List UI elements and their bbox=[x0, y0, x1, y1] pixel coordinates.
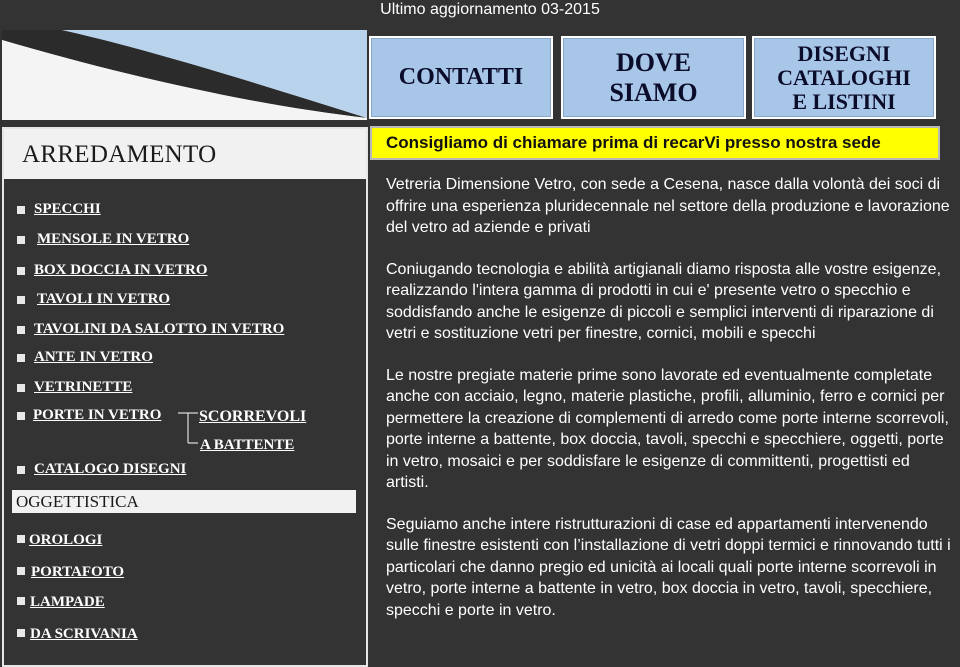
sidebar-item-mensole[interactable]: MENSOLE IN VETRO bbox=[37, 231, 190, 247]
bullet-icon bbox=[17, 384, 25, 392]
contatti-button[interactable] bbox=[369, 36, 553, 119]
sidebar-item-lampade[interactable]: LAMPADE bbox=[30, 594, 105, 610]
sidebar-item-ante[interactable]: ANTE IN VETRO bbox=[34, 349, 153, 365]
bullet-icon bbox=[17, 412, 25, 420]
bullet-icon bbox=[17, 567, 25, 575]
logo-banner bbox=[2, 30, 367, 120]
last-update-text: Ultimo aggiornamento 03-2015 bbox=[380, 1, 600, 18]
sidebar-item-catalogo-disegni[interactable]: CATALOGO DISEGNI bbox=[34, 461, 187, 477]
disegni-cataloghi-listini-button[interactable] bbox=[752, 36, 936, 119]
oggettistica-title: OGGETTISTICA bbox=[16, 492, 139, 511]
sidebar-subitem-a-battente[interactable]: A BATTENTE bbox=[200, 437, 295, 453]
sidebar-item-porte[interactable]: PORTE IN VETRO bbox=[33, 407, 162, 423]
bullet-icon bbox=[17, 267, 25, 275]
sidebar-item-orologi[interactable]: OROLOGI bbox=[29, 532, 103, 548]
bullet-icon bbox=[17, 629, 25, 637]
bullet-icon bbox=[17, 597, 25, 605]
sidebar-item-tavolini[interactable]: TAVOLINI DA SALOTTO IN VETRO bbox=[34, 321, 285, 337]
bullet-icon bbox=[17, 326, 25, 334]
disegni-label-line3: E LISTINI bbox=[792, 88, 896, 114]
sidebar-title: ARREDAMENTO bbox=[22, 141, 217, 168]
sidebar-subitem-scorrevoli[interactable]: SCORREVOLI bbox=[199, 408, 307, 425]
disegni-label-line2: CATALOGHI bbox=[777, 64, 911, 90]
sidebar-item-portafoto[interactable]: PORTAFOTO bbox=[31, 564, 125, 580]
sidebar-header bbox=[4, 129, 366, 179]
sidebar-item-box-doccia[interactable]: BOX DOCCIA IN VETRO bbox=[34, 262, 208, 278]
sidebar-item-vetrinette[interactable]: VETRINETTE bbox=[34, 379, 133, 395]
content-paragraph: Le nostre pregiate materie prime sono lavorate ed eventualmente completate anche con acciaio, legno, materie plastiche, profili, alluminio, ferro e cornici per permettere la creazione di complementi di arredo come porte interne scorrevoli, porte interne a battente, box doccia, tavoli, specchi e specchiere, oggetti, porte in vetro, mosaici e per soddisfare le esigenze di committenti, progettisti ed artisti. bbox=[386, 366, 949, 491]
disegni-label-line1: DISEGNI bbox=[797, 40, 891, 66]
bullet-icon bbox=[17, 535, 25, 543]
bullet-icon bbox=[17, 354, 25, 362]
bullet-icon bbox=[17, 206, 25, 214]
bullet-icon bbox=[17, 296, 25, 304]
bullet-icon bbox=[17, 466, 25, 474]
oggettistica-header bbox=[12, 490, 356, 513]
sidebar-item-tavoli[interactable]: TAVOLI IN VETRO bbox=[37, 291, 171, 307]
main-content bbox=[386, 174, 956, 641]
bullet-icon bbox=[17, 236, 25, 244]
submenu-connector-icon bbox=[176, 409, 200, 449]
sidebar-item-da-scrivania[interactable]: DA SCRIVANIA bbox=[30, 626, 138, 642]
dove-label-line2: SIAMO bbox=[609, 77, 698, 107]
content-paragraph: Seguiamo anche intere ristrutturazioni di case ed appartamenti intervenendo sulle finestre esistenti con l’installazione di vetri doppi termici e rinnovando tutti i particolari che danno pregio ed unicità ai locali quali porte interne scorrevoli in vetro, porte interne a battente in vetro, box doccia in vetro, tavoli, specchiere, specchi e porte in vetro. bbox=[386, 515, 951, 619]
contatti-label: CONTATTI bbox=[398, 64, 524, 90]
dove-label-line1: DOVE bbox=[615, 47, 692, 77]
content-paragraph: Coniugando tecnologia e abilità artigianali diamo risposta alle vostre esigenze, realizzando l'intera gamma di prodotti in cui e' presente vetro o specchio e soddisfando anche le esigenze di piccoli e semplici interventi di riparazione di vetri e sostituzione vetri per finestre, cornici, mobili e specchi bbox=[386, 260, 942, 342]
dove-siamo-button[interactable] bbox=[561, 36, 746, 119]
content-paragraph: Vetreria Dimensione Vetro, con sede a Cesena, nasce dalla volontà dei soci di offrire una esperienza pluridecennale nel settore della produzione e lavorazione del vetro ad aziende e privati bbox=[386, 176, 950, 236]
notice-banner: Consigliamo di chiamare prima di recarVi presso nostra sede bbox=[370, 126, 940, 160]
sidebar-item-specchi[interactable]: SPECCHI bbox=[34, 201, 101, 217]
swoosh-graphic bbox=[2, 30, 367, 120]
